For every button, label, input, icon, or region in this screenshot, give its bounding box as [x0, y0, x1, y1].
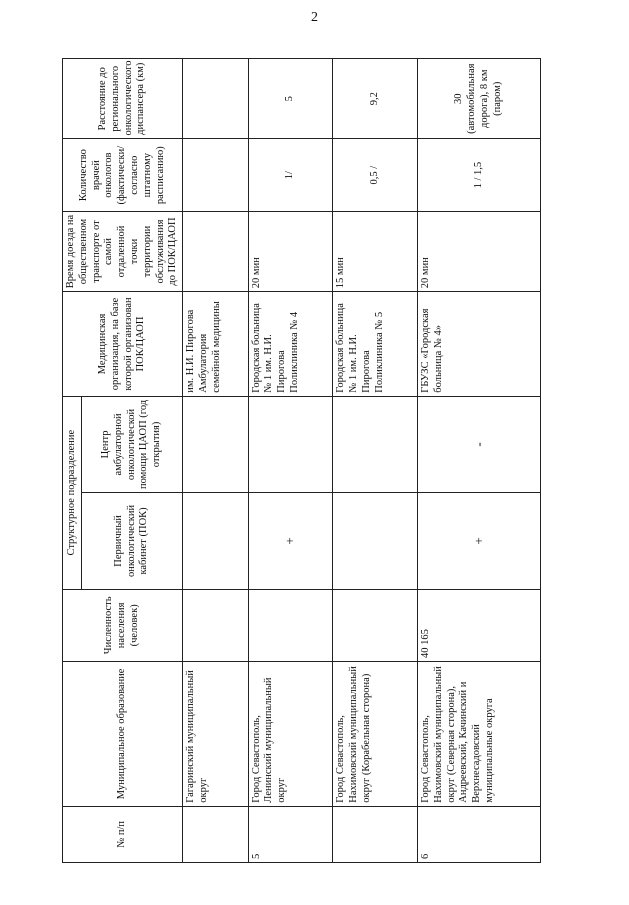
table-row [333, 59, 418, 863]
cell-population [248, 589, 333, 661]
cell-distance: 5 [248, 59, 333, 139]
header-structural-unit: Структурное подразделение [63, 396, 82, 589]
header-num: № п/п [63, 806, 183, 862]
cell-municipality: Гагаринский муниципальный округ [183, 662, 248, 807]
header-population: Численность населения (человек) [63, 589, 183, 661]
table-row [417, 59, 540, 863]
cell-caop [183, 396, 248, 492]
cell-municipality: Город Севастополь, Нахимовский муниципальный округ (Северная сторона), Андреевский, Качинский и Верхнесадовский муниципальные округа [417, 662, 540, 807]
cell-distance: 9,2 [333, 59, 418, 139]
oncology-table [62, 58, 541, 863]
cell-population: 40 165 [417, 589, 540, 661]
cell-doctors: 1/ [248, 139, 333, 211]
cell-municipality: Город Севастополь, Нахимовский муниципальный округ (Корабельная сторона) [333, 662, 418, 807]
cell-pok [333, 493, 418, 589]
cell-travel-time: 20 мин [248, 211, 333, 291]
header-travel-time: Время доезда на общественном транспорте от самой отдаленной точки территории обслуживания до ПОК/ЦАОП [63, 211, 183, 291]
header-doctors: Количество врачей онкологов (фактически/ согласно штатному расписанию) [63, 139, 183, 211]
cell-med-org: Городская больница № 1 им. Н.И. Пирогова Поликлиника № 5 [333, 292, 418, 397]
cell-caop [333, 396, 418, 492]
cell-pok [183, 493, 248, 589]
cell-num [333, 806, 418, 862]
page-number: 2 [311, 10, 318, 25]
header-distance: Расстояние до регионального онкологического диспансера (км) [63, 59, 183, 139]
cell-caop [248, 396, 333, 492]
cell-med-org: ГБУЗС «Городская больница № 4» [417, 292, 540, 397]
cell-caop: - [417, 396, 540, 492]
cell-med-org: Городская больница № 1 им. Н.И. Пирогова Поликлиника № 4 [248, 292, 333, 397]
cell-travel-time [183, 211, 248, 291]
cell-num: 6 [417, 806, 540, 862]
cell-population [183, 589, 248, 661]
cell-municipality: Город Севастополь, Ленинский муниципальный округ [248, 662, 333, 807]
header-municipality: Муниципальное образование [63, 662, 183, 807]
cell-doctors: 0,5 / [333, 139, 418, 211]
cell-distance: 30 (автомобильная дорога), 8 км (паром) [417, 59, 540, 139]
cell-num: 5 [248, 806, 333, 862]
document-table-area [62, 58, 629, 859]
header-med-org: Медицинская организация, на базе которой организован ПОК/ЦАОП [63, 292, 183, 397]
header-pok: Первичный онкологический кабинет (ПОК) [82, 493, 183, 589]
cell-travel-time: 15 мин [333, 211, 418, 291]
cell-pok: + [417, 493, 540, 589]
table-row [183, 59, 248, 863]
cell-med-org: им. Н.И. Пирогова Амбулатория семейной медицины [183, 292, 248, 397]
cell-doctors [183, 139, 248, 211]
cell-doctors: 1 / 1,5 [417, 139, 540, 211]
table-row [248, 59, 333, 863]
cell-pok: + [248, 493, 333, 589]
cell-travel-time: 20 мин [417, 211, 540, 291]
cell-population [333, 589, 418, 661]
header-caop: Центр амбулаторной онкологической помощи ЦАОП (год открытия) [82, 396, 183, 492]
cell-distance [183, 59, 248, 139]
cell-num [183, 806, 248, 862]
